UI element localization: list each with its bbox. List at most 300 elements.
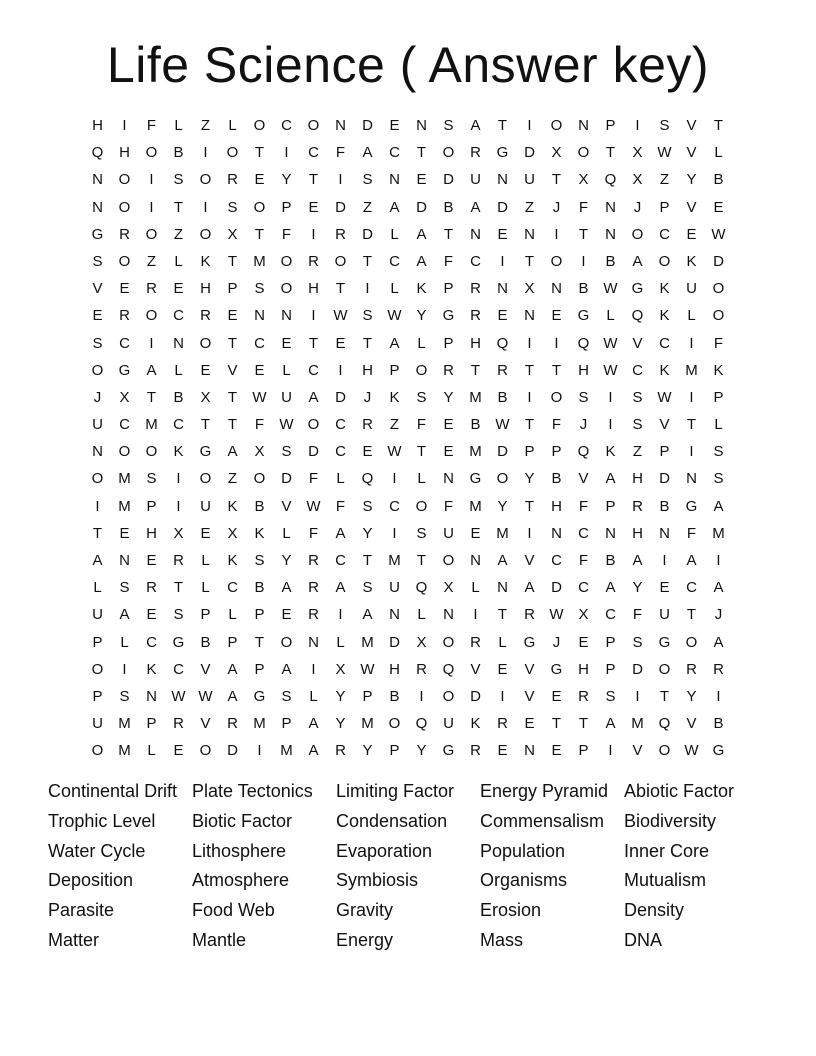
- grid-letter: J: [93, 388, 102, 406]
- word-list-item: Biodiversity: [624, 810, 717, 831]
- grid-letter: G: [91, 225, 104, 243]
- grid-letter: L: [417, 470, 426, 488]
- grid-letter: X: [443, 579, 454, 597]
- grid-letter: E: [119, 280, 130, 298]
- grid-letter: O: [91, 470, 104, 488]
- grid-letter: A: [632, 252, 643, 270]
- grid-letter: O: [145, 443, 158, 461]
- grid-letter: A: [686, 552, 697, 569]
- grid-letter: A: [605, 470, 616, 488]
- grid-letter: F: [281, 225, 292, 243]
- grid-letter: I: [122, 660, 127, 678]
- grid-letter: N: [389, 171, 400, 189]
- grid-letter: I: [608, 416, 613, 434]
- grid-letter: O: [118, 252, 131, 270]
- grid-letter: S: [281, 443, 292, 461]
- grid-letter: T: [362, 252, 373, 270]
- grid-letter: V: [632, 742, 643, 760]
- grid-letter: P: [92, 687, 103, 705]
- grid-letter: I: [608, 388, 613, 406]
- grid-letter: Q: [604, 171, 617, 189]
- grid-letter: I: [149, 171, 154, 189]
- grid-letter: A: [416, 225, 427, 243]
- grid-letter: K: [227, 552, 238, 569]
- grid-letter: K: [227, 497, 238, 515]
- word-list-item: Plate Tectonics: [192, 781, 313, 801]
- grid-letter: L: [687, 307, 696, 325]
- grid-letter: A: [389, 198, 400, 216]
- grid-letter: J: [714, 606, 723, 624]
- grid-letter: I: [149, 198, 154, 216]
- grid-letter: P: [92, 633, 103, 651]
- grid-letter: U: [470, 171, 481, 189]
- grid-letter: D: [632, 660, 643, 678]
- grid-letter: Q: [577, 334, 590, 352]
- grid-letter: O: [442, 144, 455, 162]
- grid-letter: E: [146, 552, 157, 569]
- grid-letter: R: [335, 742, 346, 760]
- grid-letter: G: [658, 633, 671, 651]
- grid-letter: Y: [362, 524, 373, 542]
- grid-letter: C: [659, 225, 670, 243]
- grid-letter: T: [362, 334, 373, 352]
- grid-letter: A: [227, 660, 238, 678]
- grid-letter: O: [199, 470, 212, 488]
- grid-letter: V: [92, 280, 103, 298]
- grid-letter: E: [254, 171, 265, 189]
- grid-letter: V: [578, 470, 589, 488]
- grid-letter: V: [686, 715, 697, 733]
- grid-letter: N: [389, 606, 400, 624]
- word-list-item: Lithosphere: [192, 840, 287, 861]
- grid-letter: E: [524, 715, 535, 733]
- grid-letter: B: [605, 252, 616, 270]
- grid-letter: M: [118, 497, 131, 515]
- grid-letter: I: [338, 606, 343, 624]
- grid-letter: S: [254, 280, 265, 298]
- grid-letter: A: [308, 715, 319, 733]
- grid-letter: T: [227, 252, 238, 270]
- word-list-item: Population: [480, 840, 566, 861]
- grid-letter: T: [146, 388, 157, 406]
- grid-letter: G: [712, 742, 725, 760]
- grid-letter: A: [227, 443, 238, 461]
- grid-letter: Y: [281, 552, 292, 569]
- grid-letter: B: [254, 497, 265, 515]
- grid-letter: F: [578, 198, 589, 216]
- grid-letter: I: [662, 552, 667, 569]
- grid-letter: N: [92, 198, 103, 216]
- grid-letter: T: [227, 334, 238, 352]
- grid-letter: N: [605, 198, 616, 216]
- grid-letter: O: [658, 742, 671, 760]
- grid-letter: M: [118, 470, 131, 488]
- grid-letter: S: [659, 117, 670, 134]
- word-list-item: Mutualism: [624, 870, 707, 891]
- grid-letter: E: [416, 171, 427, 189]
- grid-letter: W: [657, 388, 672, 406]
- grid-letter: H: [119, 144, 130, 162]
- grid-letter: O: [415, 497, 428, 515]
- grid-letter: H: [308, 280, 319, 298]
- grid-letter: D: [308, 443, 319, 461]
- grid-letter: Y: [497, 497, 508, 515]
- grid-letter: Y: [416, 742, 427, 760]
- grid-letter: N: [281, 307, 292, 325]
- grid-letter: Q: [577, 443, 590, 461]
- grid-letter: N: [551, 280, 562, 298]
- grid-letter: E: [551, 742, 562, 760]
- word-list-item: Biotic Factor: [192, 810, 293, 831]
- grid-letter: P: [713, 388, 724, 406]
- word-list-item: Commensalism: [480, 810, 605, 831]
- grid-letter: T: [200, 416, 211, 434]
- grid-letter: D: [659, 470, 670, 488]
- grid-letter: O: [91, 660, 104, 678]
- grid-letter: M: [145, 416, 158, 434]
- grid-letter: W: [279, 416, 294, 434]
- grid-letter: E: [497, 307, 508, 325]
- grid-letter: X: [578, 171, 589, 189]
- grid-letter: C: [659, 334, 670, 352]
- grid-letter: W: [171, 687, 186, 705]
- grid-letter: Y: [281, 171, 292, 189]
- grid-letter: K: [173, 443, 184, 461]
- grid-letter: O: [199, 334, 212, 352]
- grid-letter: I: [95, 497, 100, 515]
- grid-letter: C: [308, 361, 319, 379]
- word-list-item: Atmosphere: [192, 870, 290, 891]
- grid-letter: E: [578, 633, 589, 651]
- grid-letter: V: [524, 552, 535, 569]
- grid-letter: B: [578, 280, 589, 298]
- grid-letter: S: [632, 416, 643, 434]
- grid-letter: T: [335, 280, 346, 298]
- grid-letter: N: [416, 117, 427, 134]
- grid-letter: T: [578, 715, 589, 733]
- grid-letter: I: [716, 687, 721, 705]
- grid-letter: Z: [146, 252, 157, 270]
- grid-letter: R: [308, 606, 319, 624]
- grid-letter: L: [228, 117, 237, 134]
- grid-letter: A: [227, 687, 238, 705]
- grid-letter: I: [149, 334, 154, 352]
- grid-letter: N: [497, 171, 508, 189]
- grid-letter: A: [713, 497, 724, 515]
- grid-letter: E: [308, 198, 319, 216]
- grid-letter: A: [713, 579, 724, 597]
- grid-letter: N: [551, 524, 562, 542]
- grid-letter: P: [362, 687, 373, 705]
- grid-letter: O: [199, 171, 212, 189]
- grid-letter: S: [92, 252, 103, 270]
- grid-letter: N: [92, 171, 103, 189]
- grid-letter: N: [686, 470, 697, 488]
- grid-letter: B: [173, 144, 184, 162]
- grid-letter: E: [497, 660, 508, 678]
- word-list-item: DNA: [624, 929, 663, 950]
- grid-letter: X: [227, 524, 238, 542]
- grid-letter: C: [389, 497, 400, 515]
- grid-letter: U: [524, 171, 535, 189]
- grid-letter: I: [689, 388, 694, 406]
- grid-letter: R: [470, 144, 481, 162]
- grid-letter: M: [253, 252, 266, 270]
- grid-letter: P: [389, 361, 400, 379]
- grid-letter: B: [173, 388, 184, 406]
- grid-letter: T: [713, 117, 724, 134]
- grid-letter: D: [362, 225, 373, 243]
- grid-letter: R: [470, 633, 481, 651]
- grid-letter: U: [92, 606, 103, 624]
- grid-letter: A: [632, 552, 643, 569]
- grid-letter: O: [280, 252, 293, 270]
- grid-letter: F: [308, 470, 319, 488]
- grid-letter: P: [551, 443, 562, 461]
- grid-letter: T: [254, 144, 265, 162]
- grid-letter: V: [686, 117, 697, 134]
- grid-letter: C: [335, 416, 346, 434]
- grid-letter: T: [308, 171, 319, 189]
- grid-letter: E: [146, 606, 157, 624]
- grid-letter: T: [551, 361, 562, 379]
- word-list-item: Matter: [48, 929, 100, 950]
- grid-letter: Y: [443, 388, 454, 406]
- grid-letter: R: [470, 742, 481, 760]
- grid-letter: F: [578, 497, 589, 515]
- grid-letter: D: [416, 198, 427, 216]
- grid-letter: S: [173, 606, 184, 624]
- grid-letter: W: [495, 416, 510, 434]
- grid-letter: I: [338, 171, 343, 189]
- grid-letter: R: [173, 552, 184, 569]
- grid-letter: E: [200, 524, 211, 542]
- grid-letter: X: [200, 388, 211, 406]
- grid-letter: E: [443, 443, 454, 461]
- grid-letter: P: [200, 606, 211, 624]
- grid-letter: R: [119, 307, 130, 325]
- grid-letter: E: [281, 334, 292, 352]
- grid-letter: R: [497, 715, 508, 733]
- grid-letter: E: [335, 334, 346, 352]
- grid-letter: H: [146, 524, 157, 542]
- word-list-item: Abiotic Factor: [624, 781, 735, 801]
- grid-letter: A: [362, 144, 373, 162]
- grid-letter: L: [714, 416, 723, 434]
- grid-letter: T: [443, 225, 454, 243]
- grid-letter: R: [227, 171, 238, 189]
- grid-letter: V: [632, 334, 643, 352]
- grid-letter: A: [605, 579, 616, 597]
- grid-letter: S: [605, 687, 616, 705]
- grid-letter: A: [308, 388, 319, 406]
- grid-letter: D: [362, 117, 373, 134]
- grid-letter: M: [388, 552, 401, 569]
- grid-letter: L: [174, 117, 183, 134]
- grid-letter: U: [659, 606, 670, 624]
- grid-letter: G: [118, 361, 131, 379]
- grid-letter: F: [551, 416, 562, 434]
- word-list-item: Energy: [336, 929, 394, 950]
- grid-letter: S: [362, 307, 373, 325]
- grid-letter: C: [578, 524, 589, 542]
- grid-letter: T: [470, 361, 481, 379]
- grid-letter: S: [146, 470, 157, 488]
- grid-letter: F: [254, 416, 265, 434]
- grid-letter: W: [360, 660, 375, 678]
- grid-letter: F: [578, 552, 589, 569]
- grid-letter: O: [253, 198, 266, 216]
- grid-letter: X: [632, 171, 643, 189]
- grid-letter: L: [174, 252, 183, 270]
- grid-letter: I: [581, 252, 586, 270]
- grid-letter: E: [281, 606, 292, 624]
- grid-letter: A: [335, 579, 346, 597]
- grid-letter: I: [527, 117, 532, 134]
- grid-letter: W: [711, 225, 726, 243]
- grid-letter: W: [333, 307, 348, 325]
- grid-letter: J: [552, 633, 561, 651]
- grid-letter: H: [578, 660, 589, 678]
- grid-letter: H: [92, 117, 103, 134]
- grid-letter: D: [335, 388, 346, 406]
- grid-letter: C: [551, 552, 562, 569]
- grid-letter: X: [335, 660, 346, 678]
- grid-letter: G: [253, 687, 266, 705]
- word-list-item: Evaporation: [336, 840, 433, 861]
- grid-letter: N: [578, 117, 589, 134]
- grid-letter: T: [686, 606, 697, 624]
- grid-letter: P: [605, 660, 616, 678]
- grid-letter: E: [92, 307, 103, 325]
- grid-letter: I: [203, 144, 208, 162]
- grid-letter: C: [173, 307, 184, 325]
- grid-letter: E: [254, 361, 265, 379]
- grid-letter: L: [336, 470, 345, 488]
- word-list-item: Water Cycle: [48, 840, 146, 861]
- grid-letter: A: [146, 361, 157, 379]
- grid-letter: S: [713, 470, 724, 488]
- grid-letter: L: [336, 633, 345, 651]
- grid-letter: L: [417, 334, 426, 352]
- grid-letter: R: [578, 687, 589, 705]
- grid-letter: C: [578, 579, 589, 597]
- grid-letter: T: [551, 171, 562, 189]
- grid-letter: L: [471, 579, 480, 597]
- grid-letter: I: [716, 552, 721, 569]
- grid-letter: L: [174, 361, 183, 379]
- grid-letter: L: [498, 633, 507, 651]
- grid-letter: N: [92, 443, 103, 461]
- grid-letter: A: [713, 633, 724, 651]
- grid-letter: I: [554, 334, 559, 352]
- word-list-item: Density: [624, 900, 685, 921]
- grid-letter: R: [227, 715, 238, 733]
- grid-letter: C: [254, 334, 265, 352]
- grid-letter: I: [257, 742, 262, 760]
- grid-letter: X: [173, 524, 184, 542]
- grid-letter: N: [119, 552, 130, 569]
- grid-letter: C: [470, 252, 481, 270]
- grid-letter: B: [254, 579, 265, 597]
- grid-letter: M: [631, 715, 644, 733]
- word-list-item: Erosion: [480, 900, 542, 921]
- grid-letter: F: [335, 497, 346, 515]
- grid-letter: A: [470, 198, 481, 216]
- grid-letter: X: [227, 225, 238, 243]
- grid-letter: C: [335, 443, 346, 461]
- grid-letter: T: [524, 497, 535, 515]
- grid-letter: G: [685, 497, 698, 515]
- grid-letter: E: [551, 307, 562, 325]
- grid-letter: A: [119, 606, 130, 624]
- grid-letter: F: [632, 606, 643, 624]
- grid-letter: E: [173, 280, 184, 298]
- grid-letter: O: [658, 660, 671, 678]
- grid-letter: T: [173, 198, 184, 216]
- grid-letter: N: [659, 524, 670, 542]
- grid-letter: R: [632, 497, 643, 515]
- grid-letter: C: [146, 633, 157, 651]
- grid-letter: P: [443, 334, 454, 352]
- grid-letter: V: [686, 144, 697, 162]
- grid-letter: I: [392, 524, 397, 542]
- grid-letter: S: [281, 687, 292, 705]
- grid-letter: O: [685, 633, 698, 651]
- grid-letter: C: [173, 416, 184, 434]
- grid-letter: O: [307, 117, 320, 134]
- grid-letter: S: [119, 579, 130, 597]
- grid-letter: E: [713, 198, 724, 216]
- grid-letter: S: [416, 388, 427, 406]
- grid-letter: X: [416, 633, 427, 651]
- grid-letter: X: [524, 280, 535, 298]
- grid-letter: N: [524, 742, 535, 760]
- grid-letter: I: [203, 198, 208, 216]
- grid-letter: G: [442, 307, 455, 325]
- grid-letter: T: [551, 715, 562, 733]
- grid-letter: C: [281, 117, 292, 134]
- grid-letter: K: [200, 252, 211, 270]
- grid-letter: S: [362, 497, 373, 515]
- grid-letter: O: [550, 388, 563, 406]
- grid-letter: O: [388, 715, 401, 733]
- grid-letter: V: [524, 660, 535, 678]
- grid-letter: E: [362, 443, 373, 461]
- word-list-item: Energy Pyramid: [480, 781, 609, 801]
- grid-letter: V: [200, 715, 211, 733]
- grid-letter: W: [387, 307, 402, 325]
- grid-letter: G: [577, 307, 590, 325]
- grid-letter: F: [146, 117, 157, 134]
- grid-letter: Y: [632, 579, 643, 597]
- grid-letter: W: [198, 687, 213, 705]
- grid-letter: S: [632, 633, 643, 651]
- grid-letter: P: [659, 443, 670, 461]
- grid-letter: L: [282, 361, 291, 379]
- grid-letter: S: [173, 171, 184, 189]
- grid-letter: P: [146, 715, 157, 733]
- grid-letter: T: [227, 388, 238, 406]
- grid-letter: Q: [442, 660, 455, 678]
- grid-letter: R: [524, 606, 535, 624]
- grid-letter: G: [631, 280, 644, 298]
- grid-letter: O: [145, 307, 158, 325]
- grid-letter: C: [335, 552, 346, 569]
- grid-letter: K: [389, 388, 400, 406]
- grid-letter: A: [308, 742, 319, 760]
- grid-letter: T: [497, 606, 508, 624]
